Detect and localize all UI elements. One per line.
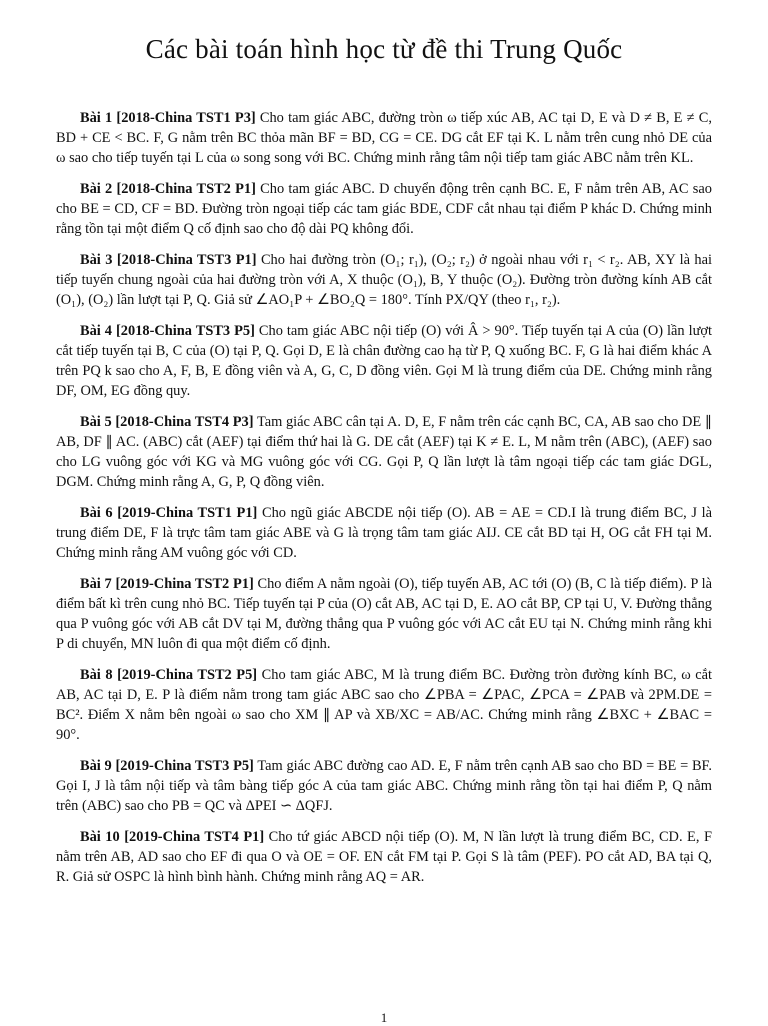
problem-label: Bài 3: [80, 252, 113, 268]
page-title: Các bài toán hình học từ đề thi Trung Quốc: [145, 34, 623, 64]
problem-source: [2018-China TST4 P3]: [115, 414, 254, 430]
problem-label: Bài 5: [80, 414, 112, 430]
problem-label: Bài 1: [80, 110, 113, 126]
problem-10: [56, 827, 712, 887]
problem-label: Bài 9: [80, 758, 112, 774]
problem-label: Bài 6: [80, 505, 113, 521]
problem-text: Cho hai đường tròn (O₁; r₁), (O₂; r₂) ở ngoài nhau với r₁ < r₂. AB, XY là hai tiếp tuyến chung ngoài của hai đường tròn với A, X thuộc (O₁), B, Y thuộc (O₂). Đường tròn đường kính AB cắt (O₁), (O₂) lần lượt tại P, Q. Giả sử ∠AO₁P + ∠BO₂Q = 180°. Tính PX/QY (theo r₁, r₂).: [56, 252, 712, 308]
problem-source: [2018-China TST3 P1]: [116, 252, 257, 268]
problem-list: [56, 108, 712, 898]
problem-text: Tam giác ABC đường cao AD. E, F nằm trên cạnh AB sao cho BD = BE = BF. Gọi I, J là tâm nội tiếp và tâm bàng tiếp góc A của tam giác ABC. Chứng minh rằng tồn tại hai điểm P, Q nằm trên (ABC) sao cho PB = QC và ΔPEI ∽ ΔQFJ.: [56, 758, 712, 814]
problem-label: Bài 8: [80, 667, 113, 683]
problem-text: Cho tam giác ABC. D chuyển động trên cạnh BC. E, F nằm trên AB, AC sao cho BE = CD, CF = BD. Đường tròn ngoại tiếp các tam giác BDE, CDF cắt nhau tại điểm P khác D. Chứng minh rằng tồn tại một điểm Q cố định sao cho độ dài PQ không đổi.: [56, 181, 712, 237]
problem-source: [2018-China TST2 P1]: [116, 181, 256, 197]
problem-text: Tam giác ABC cân tại A. D, E, F nằm trên các cạnh BC, CA, AB sao cho DE ∥ AB, DF ∥ AC. (ABC) cắt (AEF) tại điểm thứ hai là G. DE cắt (AEF) tại K ≠ E. L, M nằm trên (ABC), (AEF) sao cho LG vuông góc với KG và MG vuông góc với CG. Gọi P, Q lần lượt là tâm ngoại tiếp các tam giác DGL, DGM. Chứng minh rằng A, G, P, Q đồng viên.: [56, 414, 712, 490]
page-number: 1: [380, 1010, 388, 1025]
problem-text: Cho tam giác ABC nội tiếp (O) với Â > 90°. Tiếp tuyến tại A của (O) lần lượt cắt tiếp tuyến tại B, C của (O) tại P, Q. Gọi D, E là chân đường cao hạ từ P, Q xuống BC. F, G là hai điểm khác A trên PQ k sao cho A, F, B, E đồng viên và A, G, C, D đồng viên. Gọi M là trung điểm của DE. Chứng minh rằng DF, OM, EG đồng quy.: [56, 323, 712, 399]
problem-label: Bài 10: [80, 829, 120, 845]
problem-source: [2019-China TST2 P1]: [115, 576, 254, 592]
problem-source: [2019-China TST4 P1]: [124, 829, 265, 845]
problem-source: [2019-China TST3 P5]: [115, 758, 254, 774]
problem-4: [56, 321, 712, 401]
problem-7: [56, 574, 712, 654]
problem-label: Bài 2: [80, 181, 113, 197]
problem-text: Cho tứ giác ABCD nội tiếp (O). M, N lần lượt là trung điểm BC, CD. E, F nằm trên AB, AD sao cho EF đi qua O và OE = OF. EN cắt FM tại P. Gọi S là tâm (PEF). PO cắt AD, BA tại Q, R. Giả sử OSPC là hình bình hành. Chứng minh rằng AQ = AR.: [56, 829, 712, 885]
problem-source: [2018-China TST1 P3]: [116, 110, 256, 126]
problem-6: [56, 503, 712, 563]
problem-text: Cho ngũ giác ABCDE nội tiếp (O). AB = AE = CD.I là trung điểm BC, J là trung điểm DE, F là trực tâm tam giác ABE và G là trọng tâm tam giác AIJ. CE cắt BD tại H, OG cắt FH tại M. Chứng minh rằng AM vuông góc với CD.: [56, 505, 712, 561]
problem-label: Bài 7: [80, 576, 112, 592]
problem-1: [56, 108, 712, 168]
problem-2: [56, 179, 712, 239]
problem-9: [56, 756, 712, 816]
problem-text: Cho tam giác ABC, M là trung điểm BC. Đường tròn đường kính BC, ω cắt AB, AC tại D, E. P là điểm nằm trong tam giác ABC sao cho ∠PBA = ∠PAC, ∠PCA = ∠PAB và 2PM.DE = BC². Điểm X nằm bên ngoài ω sao cho XM ∥ AP và XB/XC = AB/AC. Chứng minh rằng ∠BXC + ∠BAC = 90°.: [56, 667, 712, 743]
problem-source: [2019-China TST2 P5]: [117, 667, 258, 683]
problem-text: Cho tam giác ABC, đường tròn ω tiếp xúc AB, AC tại D, E và D ≠ B, E ≠ C, BD + CE < BC. F, G nằm trên BC thỏa mãn BF = BD, CG = CE. DG cắt EF tại K. L nằm trên cung nhỏ DE của ω sao cho tiếp tuyến tại L của ω song song với BC. Chứng minh rằng tâm nội tiếp tam giác ABC nằm trên KL.: [56, 110, 712, 166]
problem-source: [2018-China TST3 P5]: [116, 323, 255, 339]
problem-label: Bài 4: [80, 323, 112, 339]
problem-8: [56, 665, 712, 745]
problem-source: [2019-China TST1 P1]: [117, 505, 258, 521]
problem-5: [56, 412, 712, 492]
problem-text: Cho điểm A nằm ngoài (O), tiếp tuyến AB, AC tới (O) (B, C là tiếp điểm). P là điểm bất kì trên cung nhỏ BC. Tiếp tuyến tại P của (O) cắt AB, AC tại D, E. AO cắt BP, CP tại U, V. Đường thẳng qua P vuông góc với AB cắt DV tại M, đường thẳng qua P vuông góc với AC cắt EU tại N. Chứng minh rằng khi P di chuyển, MN luôn đi qua một điểm cố định.: [56, 576, 712, 652]
problem-3: [56, 250, 712, 310]
